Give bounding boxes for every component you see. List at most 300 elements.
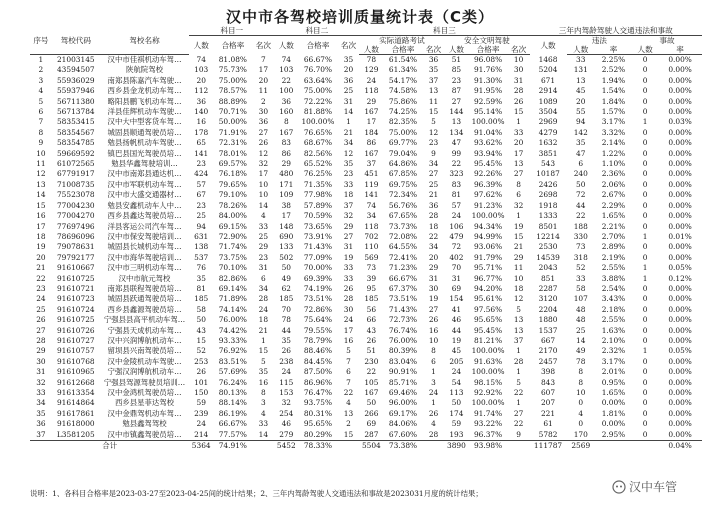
header-violation-group: 三年内驾龄驾驶人交通违法和事故 [530,26,703,36]
table-cell: 2.10% [601,335,626,345]
table-cell: 75.73% [218,65,247,75]
table-cell: 138 [194,242,209,252]
table-cell: 72.08% [388,231,418,241]
table-cell: 27 [258,127,269,137]
table-cell: 76.25% [303,169,332,179]
table-cell: 0.00% [668,96,692,106]
table-cell: 2.70% [601,231,626,241]
table-cell: 8 [578,367,584,377]
header-safety-count: 人数 [444,45,468,55]
table-cell: 33 [343,273,354,283]
table-cell: 80.13% [218,388,247,397]
table-cell: 71.91% [218,127,247,137]
table-cell: 12 [428,127,439,137]
table-cell: 11 [513,263,524,273]
table-cell: 75.00% [218,75,247,85]
table-cell: 95.65% [303,419,332,429]
table-cell: 44 [576,200,586,210]
table-cell: 24 [366,75,377,85]
table-cell: 480 [279,169,294,179]
table-cell: 100.00% [471,117,505,127]
table-cell: 88.89% [218,96,247,106]
table-cell: 30 [343,304,354,314]
total-cell: 111787 [530,441,567,452]
table-cell: 16 [343,335,354,345]
table-cell: 851 [540,273,556,283]
table-cell: 79.65% [218,179,247,189]
table-cell: 0 [642,75,648,85]
table-cell: 56 [366,304,377,314]
table-cell: 57.69% [218,367,247,377]
table-cell: 91613354 [56,388,95,397]
table-cell: 26 [281,346,291,356]
table-cell: 31 [343,96,354,106]
table-cell: 66.67% [218,419,247,429]
table-cell: 19 [36,242,46,252]
table-row [30,274,702,284]
table-cell: 167 [279,127,294,137]
table-cell: 25 [343,86,354,96]
table-cell: 0 [642,367,648,377]
table-row [30,107,702,117]
table-cell: 27 [428,304,439,314]
table-cell: 91610726 [56,325,95,335]
total-cell: 2569 [567,441,595,452]
table-cell: 10 [258,179,269,189]
table-cell: 33 [513,127,524,137]
table-cell: 22 [513,388,524,397]
header-v-count: 人数 [540,40,556,50]
table-cell: 20 [196,75,206,85]
table-cell: 26 [36,315,46,325]
table-cell: 15 [258,346,269,356]
table-cell: 69 [366,419,377,429]
table-cell: 58 [196,304,206,314]
table-cell: 12 [343,148,354,158]
table-cell: 118 [364,221,379,231]
table-cell: 5 [261,356,266,366]
table-cell: 71.89% [218,294,247,304]
table-cell: 41 [451,304,462,314]
table-cell: 67.65% [388,211,418,221]
table-cell: 0 [642,159,648,169]
table-row [30,315,702,325]
header-subject2: 科目二 [274,26,359,36]
table-cell: 13 [343,408,354,418]
table-cell: 1.84% [601,96,626,106]
table-cell: 0.00% [668,221,692,231]
table-cell: 73.65% [303,221,332,231]
table-cell: 0 [642,107,648,117]
table-cell: 91610725 [56,315,95,325]
table-cell: 94.34% [473,221,503,231]
table-cell: 55937946 [56,86,95,96]
table-cell: 69.17% [388,408,418,418]
table-cell: 91610727 [56,335,95,345]
table-cell: 59 [451,419,462,429]
table-cell: 1 [642,273,648,283]
table-cell: 91610721 [56,283,95,293]
table-cell: 170 [573,429,588,439]
table-cell: 0 [642,138,648,148]
header-index: 序号 [30,26,52,55]
table-cell: 0 [642,356,648,366]
table-cell: 26 [258,138,269,148]
table-cell: 0 [578,398,584,408]
table-cell: 2204 [538,304,558,314]
table-cell: 18 [36,231,46,241]
table-cell: 71.43% [388,304,418,314]
table-cell: 76.47% [303,388,332,397]
table-cell: 70.59% [303,211,332,221]
table-cell: 101 [194,377,209,387]
table-cell: 0.12% [668,273,692,283]
table-cell: 20 [576,96,586,106]
table-cell: 11 [428,96,439,106]
table-cell: 17 [258,169,269,179]
table-cell: 26 [513,96,524,106]
table-cell: 35 [428,65,439,75]
table-cell: 7 [346,356,351,366]
header-s2-rank: 名次 [340,40,357,50]
table-cell: 74.25% [388,107,418,117]
table-cell: 0.00% [668,283,692,293]
table-cell: 汉中市镇鑫驾驶员培… [107,429,182,439]
table-cell: 49 [281,273,291,283]
table-cell: 144 [449,107,464,117]
table-row [30,430,702,441]
table-cell: 91610725 [56,273,95,283]
table-cell: 35 [343,159,354,169]
table-cell: 78 [366,55,377,64]
table-cell: 0.00% [668,75,692,85]
table-cell: 10 [513,273,524,283]
table-cell: 17 [366,117,377,127]
table-cell: 44 [281,325,291,335]
table-cell: 129 [364,65,379,75]
table-cell: 83 [281,138,291,148]
table-cell: 93.06% [473,242,503,252]
table-cell: 99 [451,148,462,158]
table-cell: 93.62% [473,138,503,148]
header-s2-rate: 合格率 [306,40,330,50]
table-cell: 56.76% [388,200,418,210]
table-cell: 32 [258,159,269,169]
table-cell: 30 [36,356,46,366]
table-cell: 96.37% [473,429,503,439]
table-cell: 71.74% [218,242,247,252]
table-cell: 80.29% [303,429,332,439]
table-cell: 宁强县驾源驾驶员培训… [103,377,186,387]
table-cell: 0.00% [668,179,692,189]
table-cell: 18 [428,221,439,231]
table-cell: 115 [279,377,294,387]
table-cell: 148 [279,221,294,231]
table-cell: 67.85% [388,169,418,179]
table-cell: 36 [36,419,46,429]
table-cell: 91.76% [473,65,503,75]
table-cell: 0.00% [668,200,692,210]
table-cell: 95.45% [473,325,503,335]
total-cell: 3890 [444,441,468,452]
table-cell: 洋县客运公司汽车驾… [107,221,182,231]
table-cell: 0 [642,179,648,189]
total-cell [252,441,274,452]
table-cell: 2043 [538,263,558,273]
table-cell: 0 [642,283,648,293]
table-cell: 167 [364,148,379,158]
table-cell: 45 [451,346,462,356]
table-cell: 11 [36,159,46,169]
table-cell: 0.00% [668,294,692,304]
table-cell: 54 [451,377,462,387]
table-cell: 81 [451,190,462,200]
table-cell: 87.50% [303,367,332,377]
table-cell: 78.57% [218,86,247,96]
table-cell: 35 [576,138,586,148]
table-cell: 631 [194,231,209,241]
table-cell: 72.73% [388,315,418,325]
table-cell: 22 [36,273,46,283]
table-cell: 58 [576,283,586,293]
total-cell: 5452 [274,441,298,452]
table-cell: 75.00% [388,127,418,137]
table-cell: 2 [346,419,351,429]
table-cell: 72.86% [303,304,332,314]
table-cell: 91610757 [56,346,95,356]
table-cell: 0.00% [668,211,692,221]
table-cell: 0.00% [668,335,692,345]
table-cell: 160 [279,107,294,117]
table-cell: 0.00% [601,419,626,429]
table-cell: 47 [451,138,462,148]
table-cell: 0 [642,55,648,64]
table-cell: 110 [364,242,379,252]
table-cell: 36 [258,117,269,127]
table-cell: 宁强县县高平机动车驾… [103,315,186,325]
table-cell: 20 [513,138,524,148]
table-cell: 0.00% [668,356,692,366]
table-cell: 167 [364,107,379,117]
table-cell: 543 [540,159,556,169]
header-name: 驾校名称 [100,26,189,55]
table-cell: 勉县鑫驾驾校 [122,419,167,429]
table-cell: 100.00% [301,117,335,127]
table-cell: 6 [578,159,584,169]
table-cell: 8 [431,346,436,356]
table-cell: 86.19% [218,408,247,418]
table-body [30,55,702,452]
table-cell: 107 [573,294,588,304]
table-cell: 19 [343,252,354,262]
table-cell: 17 [281,211,291,221]
table-cell: 92.92% [473,388,503,397]
table-cell: 1 [642,263,648,273]
table-cell: 100.00% [471,398,505,408]
table-cell: 0.03% [668,117,692,127]
table-cell: 56713784 [56,107,95,117]
table-cell: 29 [281,159,291,169]
table-cell: 2170 [538,346,558,356]
table-cell: 3.17% [601,356,626,366]
table-cell: 1.94% [601,75,626,85]
table-row [30,398,702,408]
table-cell: 24 [428,388,439,397]
table-cell: 0.00% [668,419,692,429]
table-cell: 84.45% [303,356,332,366]
table-cell: 57 [196,179,206,189]
table-cell: 63.64% [303,75,332,85]
table-cell: 72 [576,190,586,200]
table-cell: 266 [364,408,379,418]
table-cell: 13 [36,179,46,189]
table-cell: 10 [428,335,439,345]
table-cell: 0.00% [668,325,692,335]
table-cell: 勉县华鑫驾驶培训… [111,159,178,169]
table-cell: 74.42% [218,325,247,335]
table-cell: 23 [451,75,462,85]
table-cell: 178 [194,127,209,137]
table-cell: 24 [451,211,462,221]
table-cell: 13 [451,117,462,127]
table-cell: 81.21% [473,335,503,345]
table-cell: 14539 [536,252,560,262]
table-cell: 73 [366,263,377,273]
table-cell: 81.88% [303,107,332,117]
table-cell: 109 [279,190,294,200]
table-cell: 25 [258,231,269,241]
table-cell: 留坝县兴南驾驶员培… [107,346,182,356]
table-cell: 4 [346,398,351,408]
table-cell: 2.32% [601,346,626,356]
table-cell: 0.05% [668,346,692,356]
table-row [30,409,702,419]
total-cell [632,441,658,452]
table-cell: 44 [451,325,462,335]
table-cell: 69.15% [218,221,247,231]
table-cell: 67.37% [388,283,418,293]
table-cell: 31 [36,367,46,377]
table-cell: 78 [281,315,291,325]
header-violation-rate: 率 [595,45,632,55]
table-cell: 2.29% [601,200,626,210]
table-cell: 0.00% [668,55,692,64]
total-cell: 74.91% [213,441,252,452]
table-cell: 2 [38,65,44,75]
table-cell: 76.65% [303,127,332,137]
table-cell: 西乡县鑫达驾驶员培… [107,211,182,221]
table-cell: 77697496 [56,221,95,231]
table-cell: 0 [642,304,648,314]
table-cell: 74.14% [218,304,247,314]
table-cell: 1632 [538,138,558,148]
table-cell: 32 [513,200,524,210]
table-cell: 69.75% [388,179,418,189]
table-cell: 27 [513,408,524,418]
table-cell: 0.00% [668,304,692,314]
table-cell: 0 [642,211,648,221]
table-cell: 汉中市航元驾校 [118,273,171,283]
table-cell: 0 [642,190,648,200]
header-safety-rank: 名次 [508,45,530,55]
table-cell: 2.14% [601,138,626,148]
table-cell: 0.00% [668,398,692,408]
table-cell: 17 [343,325,354,335]
table-cell: 91610723 [56,294,95,304]
table-cell: 93.94% [473,148,503,158]
table-cell: 26 [196,367,206,377]
table-cell: 22 [451,159,462,169]
table-cell: 5 [516,304,521,314]
table-cell: 2.19% [601,252,626,262]
table-cell: 24 [343,315,354,325]
table-cell: 43 [366,325,377,335]
table-cell: 24 [451,367,462,377]
table-row [30,305,702,315]
table-cell: 75.00% [303,86,332,96]
table-cell: 91.30% [473,75,503,85]
table-cell: 3 [38,75,44,85]
table-cell: 南郑县陈嘉汽车驾驶… [107,75,182,85]
table-cell: 5204 [538,65,558,75]
table-cell: 1.65% [601,388,626,397]
table-cell: 33 [343,179,354,189]
table-cell: 汉中大中型客货车驾… [107,117,182,127]
table-row [30,97,702,107]
table-cell: 1 [516,117,521,127]
table-cell: 3.43% [601,294,626,304]
table-cell: 16 [36,211,46,221]
table-cell: 0 [642,200,648,210]
table-row [30,232,702,242]
table-cell: 2969 [538,117,558,127]
table-cell: 18 [513,283,524,293]
table-cell: 28 [343,294,354,304]
table-cell: 26 [428,315,439,325]
table-row [30,201,702,211]
table-cell: 0.00% [668,252,692,262]
table-cell: 32 [343,211,354,221]
table-cell: 205 [449,356,464,366]
table-cell: 22 [428,231,439,241]
table-cell: 230 [364,356,379,366]
table-cell: 0 [642,429,648,439]
table-cell: 汉中市保安驾驶培训… [107,231,182,241]
table-cell: 38 [281,200,291,210]
table-cell: 0.00% [668,148,692,158]
table-cell: 0 [642,242,648,252]
total-cell: 93.98% [468,441,507,452]
table-row [30,169,702,179]
table-cell: 52 [196,346,206,356]
table-cell: 7 [261,54,266,64]
total-cell [508,441,530,452]
table-cell: 0.00% [668,190,692,200]
table-cell: 119 [364,179,379,189]
table-cell: 37 [343,200,354,210]
table-cell: 91618000 [56,419,95,429]
table-cell: 汉中市佳祺机动车驾… [107,55,182,64]
table-cell: 76.92% [218,346,247,356]
table-cell: 118 [364,86,379,96]
table-cell: 690 [279,231,294,241]
table-cell: 72.41% [388,252,418,262]
table-cell: 79.04% [388,148,418,158]
table-cell: 62 [281,283,291,293]
table-cell: 193 [449,429,464,439]
table-cell: 1 [516,398,521,408]
table-cell: 77.09% [303,252,332,262]
